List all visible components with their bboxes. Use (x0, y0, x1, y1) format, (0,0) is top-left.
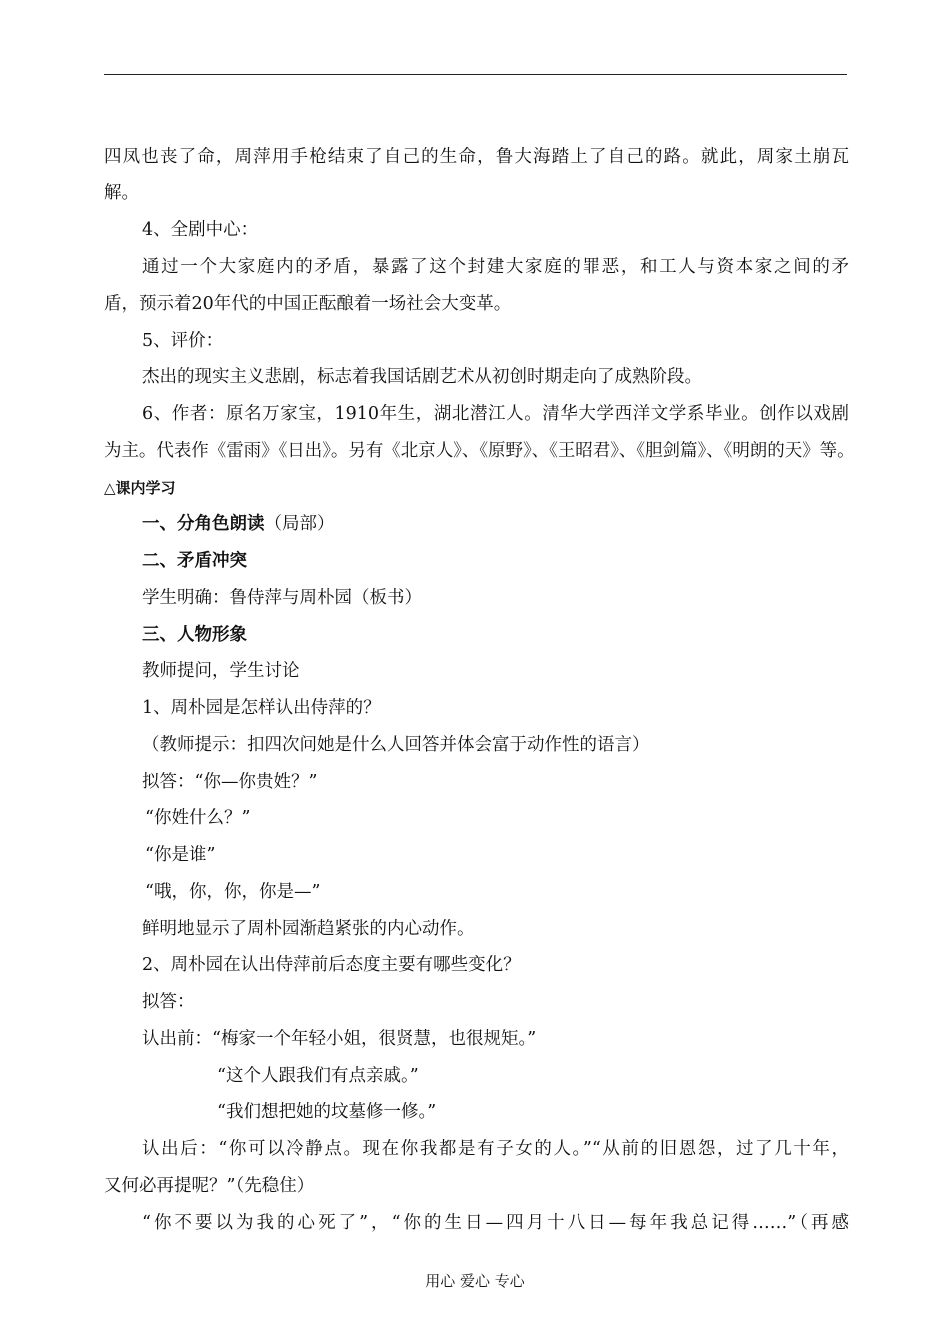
text-line: “这个人跟我们有点亲戚。” (217, 1066, 419, 1086)
heading-note: （局部） (264, 514, 335, 534)
heading-line (142, 512, 887, 536)
text-line: 4、全剧中心： (142, 220, 259, 240)
text-line: 四凤也丧了命，周萍用手枪结束了自己的生命，鲁大海踏上了自己的路。就此，周家土崩瓦 (104, 147, 849, 167)
text-line: “哦，你，你，你是—” (145, 882, 321, 902)
text-line: 又何必再提呢？”（先稳住） (104, 1176, 315, 1196)
text-line: 杰出的现实主义悲剧，标志着我国话剧艺术从初创时期走向了成熟阶段。 (142, 367, 702, 387)
text-line: 6、作者：原名万家宝，1910年生，湖北潜江人。清华大学西洋文学系毕业。创作以戏剧 (142, 404, 849, 424)
page-footer: 用心 爱心 专心 (425, 1272, 525, 1290)
heading-line: 三、人物形象 (142, 625, 247, 645)
text-line: 5、评价： (142, 331, 224, 351)
header-rule (104, 74, 847, 75)
text-line: 认出后：“你可以冷静点。现在你我都是有子女的人。”“从前的旧恩怨，过了几十年， (142, 1139, 849, 1159)
heading-text: 一、分角色朗读 (142, 514, 265, 534)
text-line: 鲜明地显示了周朴园渐趋紧张的内心动作。 (142, 919, 475, 939)
text-line: 解。 (104, 183, 139, 203)
text-line: 教师提问，学生讨论 (142, 661, 300, 681)
text-line: 学生明确：鲁侍萍与周朴园（板书） (142, 588, 422, 608)
text-line: 通过一个大家庭内的矛盾，暴露了这个封建大家庭的罪恶，和工人与资本家之间的矛 (142, 257, 849, 277)
text-line: “你是谁” (145, 845, 216, 865)
text-line: 拟答：“你—你贵姓？” (142, 772, 318, 792)
heading-line: 二、矛盾冲突 (142, 551, 247, 571)
text-line: 认出前：“梅家一个年轻小姐，很贤慧，也很规矩。” (142, 1029, 537, 1049)
text-line: 拟答： (142, 992, 195, 1012)
text-line: “我们想把她的坟墓修一修。” (217, 1102, 437, 1122)
text-line: “你不要以为我的心死了”，“你的生日—四月十八日—每年我总记得……”（再感 (142, 1213, 849, 1233)
text-line: 2、周朴园在认出侍萍前后态度主要有哪些变化？ (142, 955, 521, 975)
text-line: 1、周朴园是怎样认出侍萍的？ (142, 698, 381, 718)
text-line: 为主。代表作《雷雨》《日出》。另有《北京人》、《原野》、《王昭君》、《胆剑篇》、《明朗的天》等。 (104, 441, 854, 461)
section-heading: △课内学习 (104, 479, 176, 497)
text-line: “你姓什么？” (145, 808, 251, 828)
text-line: （教师提示：扣四次问她是什么人回答并体会富于动作性的语言） (142, 735, 650, 755)
text-line: 盾，预示着20年代的中国正酝酿着一场社会大变革。 (104, 294, 512, 314)
